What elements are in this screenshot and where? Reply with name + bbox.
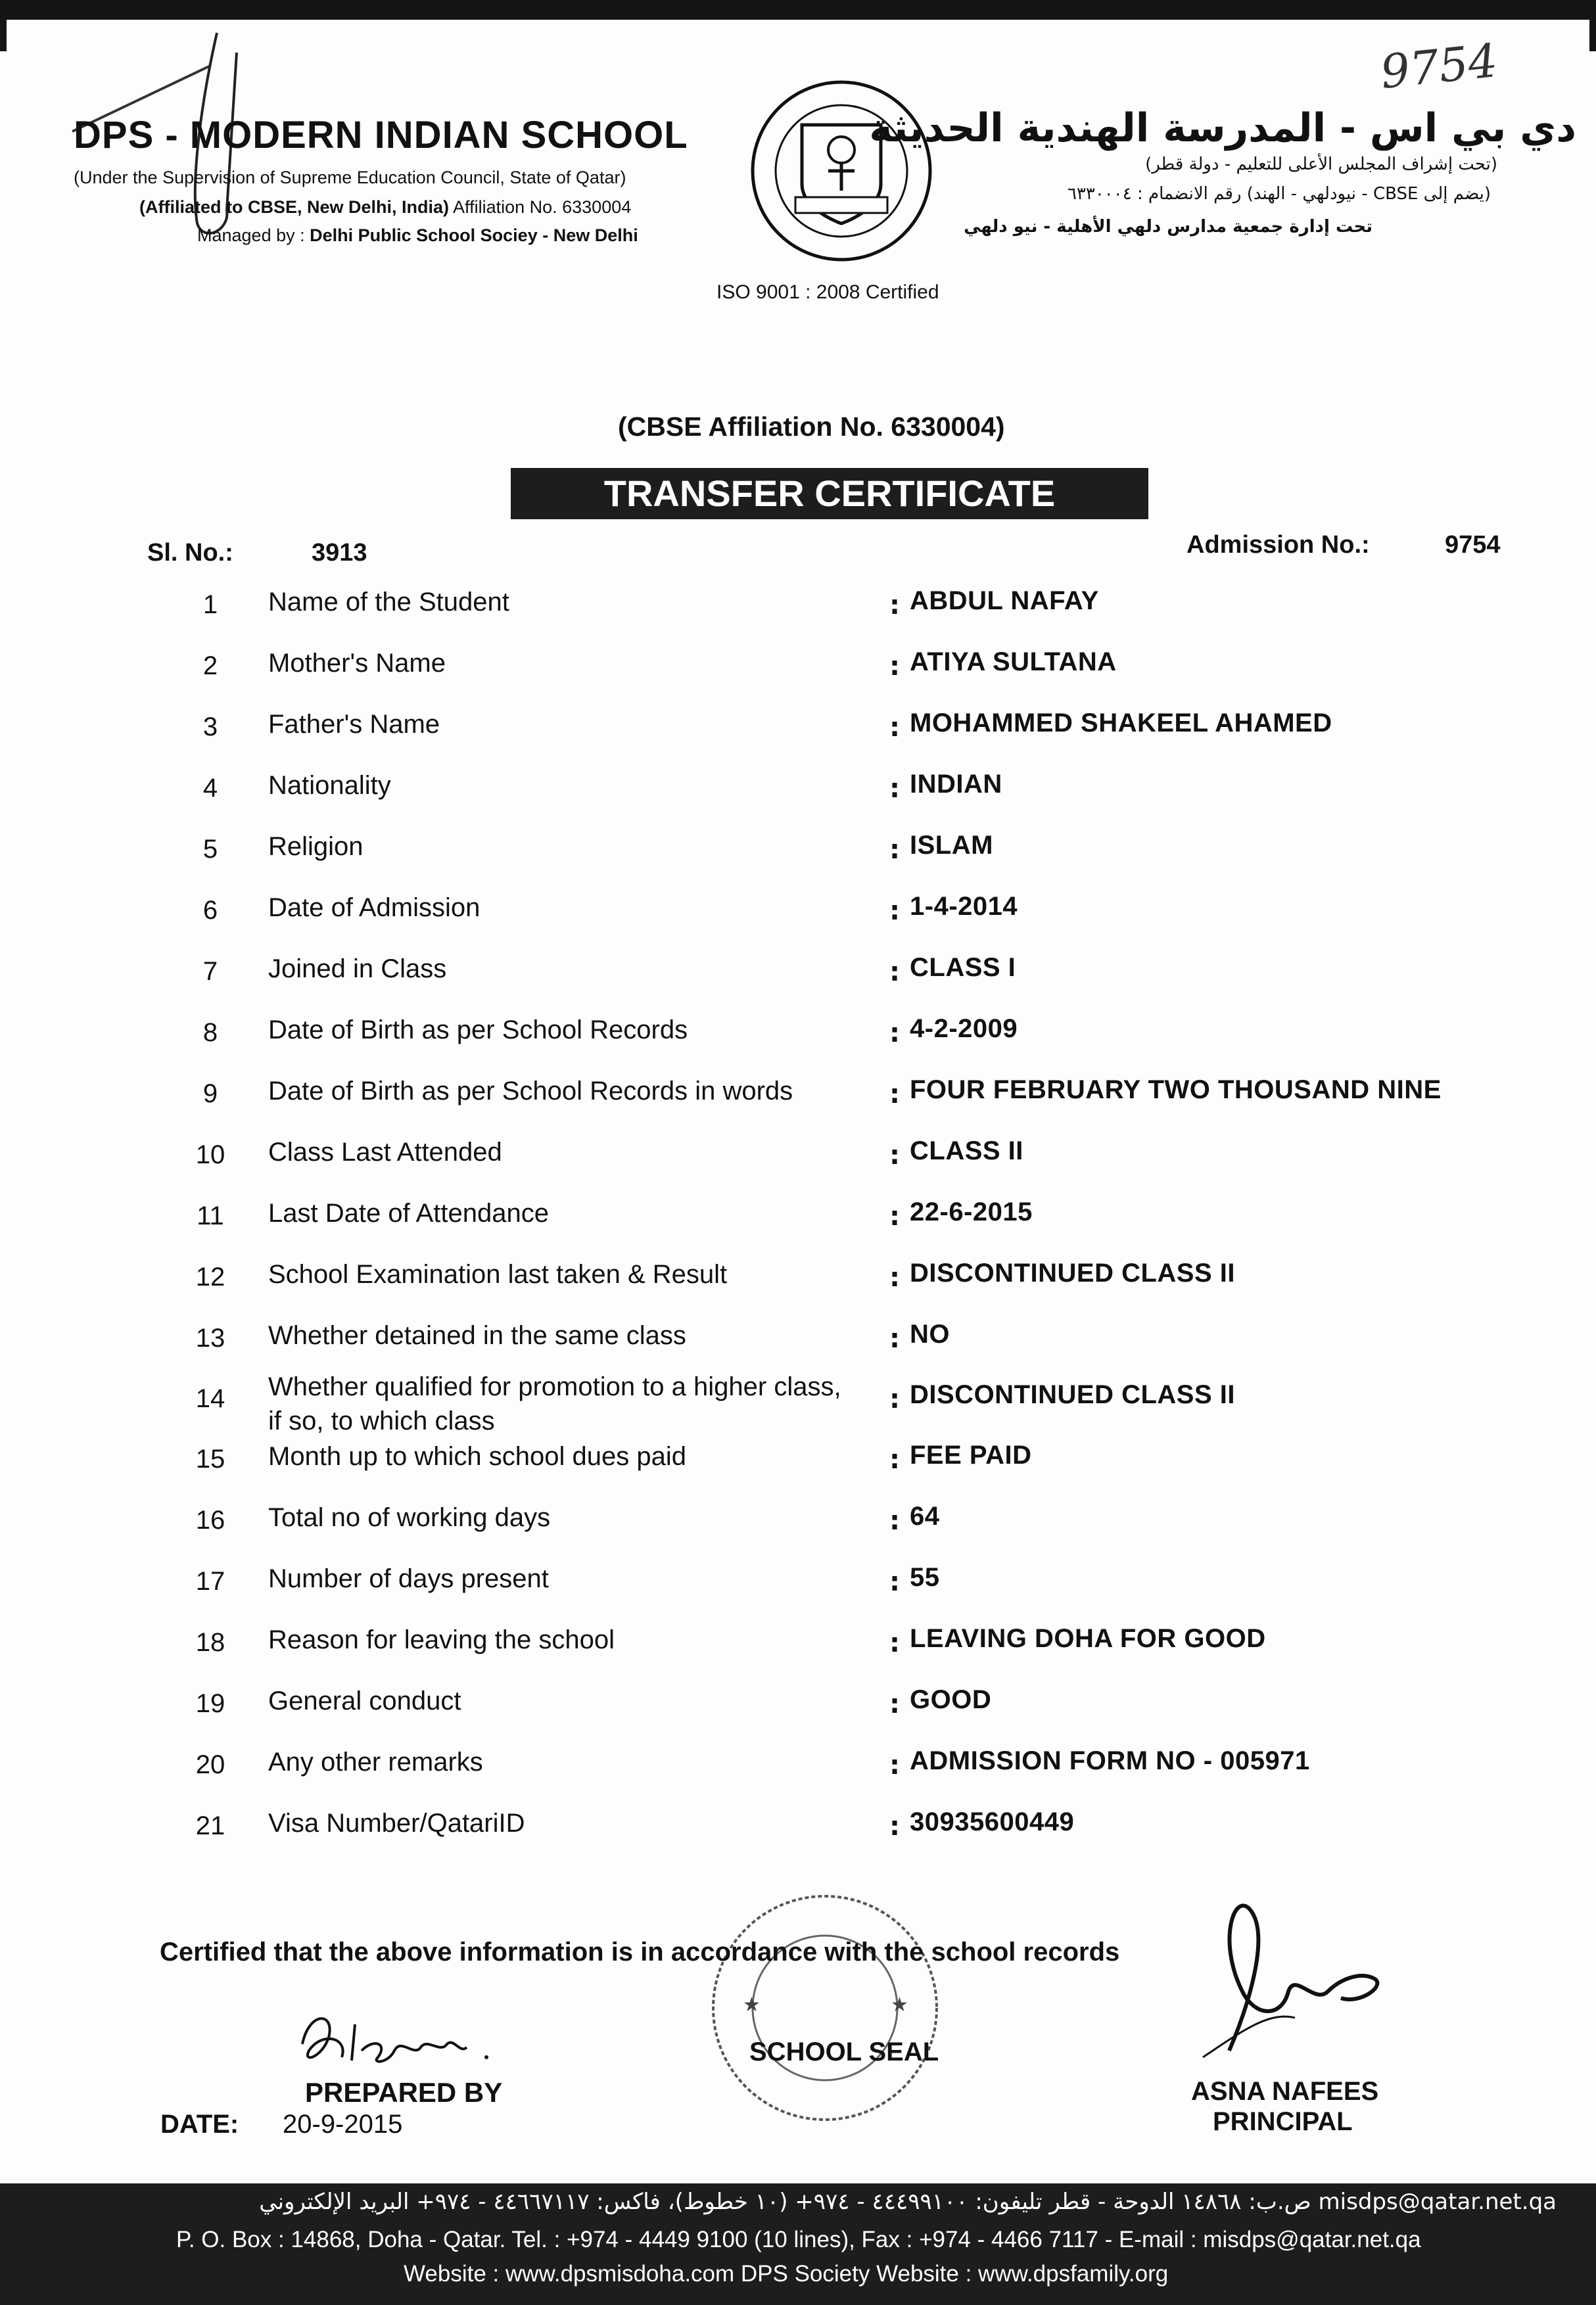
field-colon: :	[889, 1079, 900, 1109]
field-row-8	[0, 1013, 1596, 1065]
field-colon: :	[889, 651, 900, 682]
field-label: General conduct	[268, 1687, 461, 1715]
field-number: 18	[195, 1628, 225, 1657]
field-label: Mother's Name	[268, 649, 446, 678]
supervision-line: (Under the Supervision of Supreme Education Council, State of Qatar)	[74, 168, 626, 187]
field-label: Number of days present	[268, 1564, 549, 1593]
field-value: LEAVING DOHA FOR GOOD	[910, 1624, 1266, 1653]
field-value: CLASS I	[910, 953, 1016, 982]
affiliation-line	[139, 197, 631, 218]
arabic-affiliation-line: (يضم إلى CBSE - نيودلهي - الهند) رقم الانضمام : ٦٣٣٠٠٠٤	[1067, 184, 1491, 204]
arabic-managed-line: تحت إدارة جمعية مدارس دلهي الأهلية - نيو دلهي	[964, 217, 1373, 237]
principal-name: ASNA NAFEES	[1191, 2077, 1379, 2106]
field-value: INDIAN	[910, 770, 1002, 799]
field-value: NO	[910, 1320, 950, 1349]
field-label: Month up to which school dues paid	[268, 1442, 686, 1471]
field-colon: :	[889, 1811, 900, 1842]
field-value: FEE PAID	[910, 1441, 1032, 1470]
field-value: MOHAMMED SHAKEEL AHAMED	[910, 709, 1332, 737]
field-label: Any other remarks	[268, 1748, 483, 1777]
footer-arabic-contact: ص.ب: ١٤٨٦٨ الدوحة - قطر تليفون: ٤٤٤٩٩١٠٠ - ٩٧٤+ (١٠ خطوط)، فاكس: ٤٤٦٦٧١١٧ - ٩٧٤+ البريد الإلكتروني misdps@qatar.net.qa	[259, 2189, 1557, 2215]
field-colon: :	[889, 1384, 900, 1414]
field-value: ABDUL NAFAY	[910, 586, 1099, 615]
field-value: 30935600449	[910, 1807, 1075, 1836]
field-number: 6	[202, 896, 218, 925]
field-row-4	[0, 768, 1596, 821]
field-row-5	[0, 829, 1596, 882]
field-number: 7	[202, 957, 218, 986]
field-colon: :	[889, 1445, 900, 1475]
field-row-10	[0, 1135, 1596, 1188]
field-number: 3	[202, 712, 218, 741]
field-value: ADMISSION FORM NO - 005971	[910, 1746, 1310, 1775]
affiliation-number: Affiliation No. 6330004	[449, 197, 632, 217]
certificate-title: TRANSFER CERTIFICATE	[511, 468, 1148, 519]
field-colon: :	[889, 1750, 900, 1781]
svg-text:★: ★	[891, 1993, 908, 2016]
field-row-6	[0, 891, 1596, 943]
field-row-2	[0, 646, 1596, 699]
field-value: DISCONTINUED CLASS II	[910, 1259, 1235, 1288]
field-label: Date of Admission	[268, 893, 481, 922]
field-colon: :	[889, 835, 900, 865]
field-label: Nationality	[268, 771, 391, 800]
field-number: 8	[202, 1018, 218, 1047]
school-name-english: DPS - MODERN INDIAN SCHOOL	[74, 114, 688, 156]
field-colon: :	[889, 1628, 900, 1658]
field-label: Name of the Student	[268, 588, 509, 617]
affiliation-bold: (Affiliated to CBSE, New Delhi, India)	[139, 197, 450, 217]
field-number: 15	[195, 1445, 225, 1474]
field-colon: :	[889, 896, 900, 926]
field-colon: :	[889, 1324, 900, 1354]
footer-bar	[0, 2183, 1596, 2305]
preparer-signature	[289, 1998, 513, 2077]
principal-title: PRINCIPAL	[1213, 2107, 1353, 2136]
field-row-18	[0, 1623, 1596, 1675]
field-number: 20	[195, 1750, 225, 1779]
field-label-line-2: if so, to which class	[268, 1407, 495, 1435]
field-label: Reason for leaving the school	[268, 1625, 615, 1654]
field-number: 14	[195, 1384, 225, 1413]
field-number: 11	[197, 1201, 224, 1230]
field-number: 5	[202, 835, 218, 864]
school-seal-label: SCHOOL SEAL	[749, 2037, 939, 2066]
field-value: 1-4-2014	[910, 892, 1018, 921]
admission-number-value: 9754	[1445, 531, 1501, 559]
field-colon: :	[889, 590, 900, 620]
field-value: 22-6-2015	[910, 1198, 1033, 1226]
field-colon: :	[889, 1689, 900, 1719]
field-label: Visa Number/QatariID	[268, 1809, 525, 1838]
field-row-16	[0, 1501, 1596, 1553]
field-row-20	[0, 1745, 1596, 1798]
field-value: FOUR FEBRUARY TWO THOUSAND NINE	[910, 1075, 1442, 1104]
field-colon: :	[889, 1567, 900, 1597]
field-label: Joined in Class	[268, 954, 447, 983]
field-value: 55	[910, 1563, 940, 1592]
field-label: Date of Birth as per School Records	[268, 1015, 688, 1044]
field-colon: :	[889, 712, 900, 743]
field-row-1	[0, 585, 1596, 638]
field-number: 10	[195, 1140, 225, 1169]
handwritten-number: 9754	[1378, 33, 1500, 100]
field-value: GOOD	[910, 1685, 992, 1714]
field-value: ISLAM	[910, 831, 993, 860]
field-label: Whether detained in the same class	[268, 1321, 686, 1350]
field-number: 9	[202, 1079, 218, 1108]
field-number: 19	[195, 1689, 225, 1718]
field-number: 1	[202, 590, 218, 619]
school-logo	[743, 72, 940, 269]
field-label-line-1: Whether qualified for promotion to a higher class,	[268, 1372, 841, 1401]
school-seal-stamp	[703, 1886, 947, 2130]
managed-by-society: Delhi Public School Socieу - New Delhi	[310, 225, 638, 245]
field-value: 4-2-2009	[910, 1014, 1018, 1043]
footer-contact: P. O. Box : 14868, Doha - Qatar. Tel. : +974 - 4449 9100 (10 lines), Fax : +974 - 4466 7117 - E-mail : misdps@qatar.net.qa	[176, 2227, 1421, 2252]
field-colon: :	[889, 774, 900, 804]
field-label: School Examination last taken & Result	[268, 1260, 728, 1289]
iso-certification: ISO 9001 : 2008 Certified	[716, 281, 939, 303]
field-label	[268, 1370, 841, 1438]
field-number: 21	[195, 1811, 225, 1840]
field-number: 16	[195, 1506, 225, 1535]
field-label: Religion	[268, 832, 364, 861]
field-number: 4	[202, 774, 218, 803]
field-row-3	[0, 707, 1596, 760]
field-label: Class Last Attended	[268, 1138, 502, 1167]
field-row-19	[0, 1684, 1596, 1736]
footer-websites: Website : www.dpsmisdoha.com DPS Society Website : www.dpsfamily.org	[404, 2261, 1169, 2287]
field-row-9	[0, 1074, 1596, 1127]
field-row-21	[0, 1806, 1596, 1859]
field-number: 17	[195, 1567, 225, 1596]
serial-number-value: 3913	[312, 539, 367, 567]
field-label: Date of Birth as per School Records in words	[268, 1077, 793, 1106]
field-number: 13	[195, 1324, 225, 1353]
field-row-15	[0, 1439, 1596, 1492]
field-number: 2	[202, 651, 218, 680]
field-row-12	[0, 1257, 1596, 1310]
field-colon: :	[889, 1140, 900, 1171]
field-label: Last Date of Attendance	[268, 1199, 549, 1228]
managed-by-line	[197, 225, 638, 246]
field-colon: :	[889, 957, 900, 987]
field-row-13	[0, 1318, 1596, 1371]
field-value: ATIYA SULTANA	[910, 647, 1117, 676]
serial-number-label: Sl. No.:	[147, 539, 233, 567]
field-colon: :	[889, 1018, 900, 1048]
field-row-11	[0, 1196, 1596, 1249]
field-value: DISCONTINUED CLASS II	[910, 1380, 1235, 1409]
field-label: Total no of working days	[268, 1503, 551, 1532]
cbse-affiliation: (CBSE Affiliation No. 6330004)	[618, 411, 1005, 442]
school-name-arabic: دي بي اس - المدرسة الهندية الحديثة	[869, 105, 1576, 151]
arabic-supervision-line: (تحت إشراف المجلس الأعلى للتعليم - دولة قطر)	[1145, 154, 1497, 174]
principal-signature	[1190, 1860, 1407, 2077]
field-number: 12	[195, 1263, 225, 1292]
field-colon: :	[889, 1201, 900, 1232]
field-colon: :	[889, 1506, 900, 1536]
svg-text:★: ★	[743, 1993, 761, 2016]
field-row-17	[0, 1562, 1596, 1614]
field-value: CLASS II	[910, 1136, 1023, 1165]
date-value: 20-9-2015	[283, 2110, 403, 2139]
field-colon: :	[889, 1263, 900, 1293]
field-row-7	[0, 952, 1596, 1004]
certification-statement: Certified that the above information is in accordance with the school records	[160, 1938, 1120, 1967]
field-value: 64	[910, 1502, 940, 1531]
field-label: Father's Name	[268, 710, 440, 739]
admission-number-label: Admission No.:	[1186, 531, 1370, 559]
field-row-14	[0, 1372, 1596, 1435]
date-label: DATE:	[160, 2110, 239, 2139]
managed-by-label: Managed by :	[197, 225, 310, 245]
prepared-by-label: PREPARED BY	[305, 2077, 503, 2108]
